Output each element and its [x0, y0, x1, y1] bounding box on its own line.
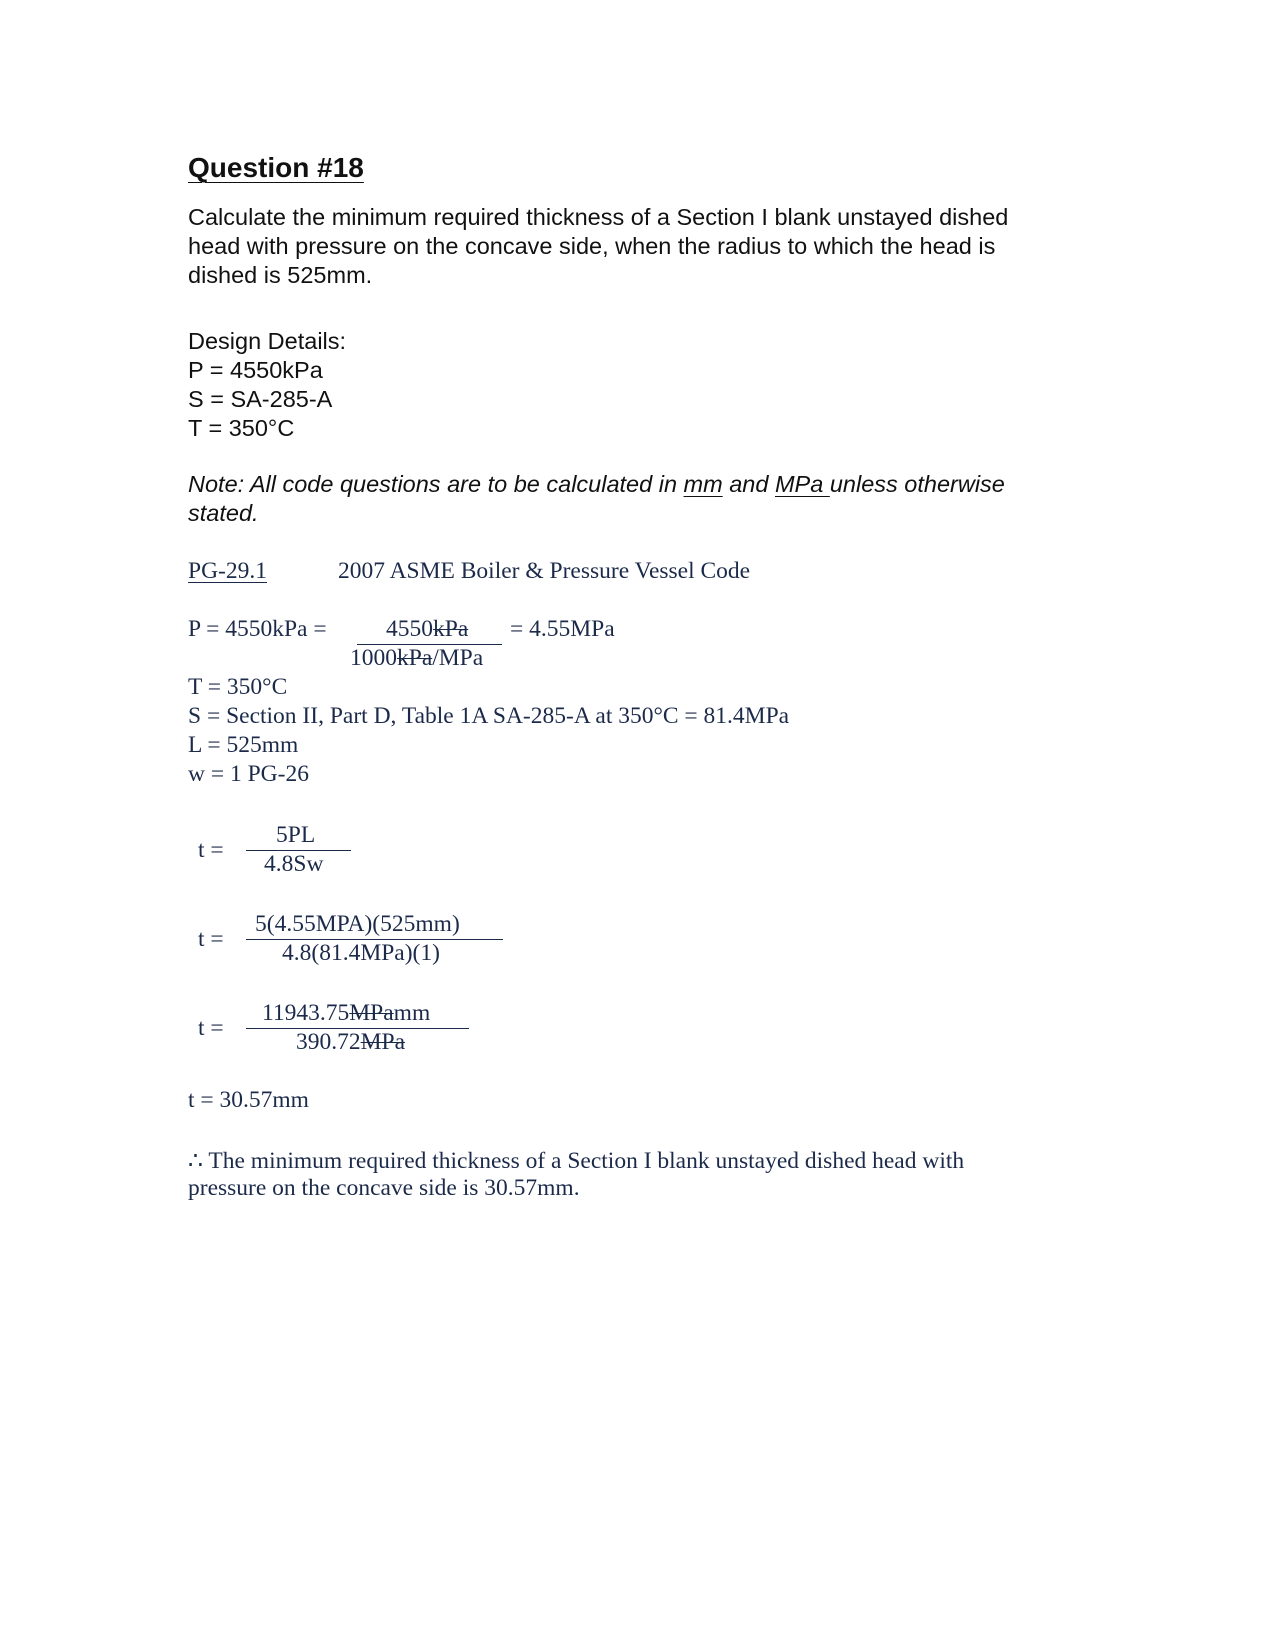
simplified-lhs: t = [198, 1015, 224, 1041]
p-conversion-result: = 4.55MPa [510, 616, 615, 642]
code-reference: PG-29.1 [188, 558, 267, 584]
simplified-denominator [296, 1029, 405, 1056]
note-mpa: MPa [774, 471, 830, 497]
note-line-1 [188, 471, 1005, 498]
p-conversion-numerator [386, 616, 468, 643]
note-prefix: Note: All code questions are to be calculated in [188, 471, 684, 497]
p-den-value: 1000 [350, 645, 397, 671]
design-item-temperature: T = 350°C [188, 415, 295, 441]
simplified-num-suffix: mm [393, 1000, 431, 1026]
variable-stress: S = Section II, Part D, Table 1A SA-285-A at 350°C = 81.4MPa [188, 703, 790, 729]
simplified-numerator [262, 1000, 430, 1027]
design-details-heading: Design Details: [188, 328, 347, 354]
simplified-den-unit: MPa [360, 1029, 406, 1055]
final-result: t = 30.57mm [188, 1087, 309, 1113]
note-and: and [722, 471, 775, 497]
variable-weld-factor: w = 1 PG-26 [188, 761, 309, 787]
variable-radius: L = 525mm [188, 732, 299, 758]
formula-denominator: 4.8Sw [264, 851, 324, 877]
conclusion-line-2: pressure on the concave side is 30.57mm. [188, 1175, 580, 1201]
p-den-unit: kPa [397, 645, 433, 671]
formula-lhs: t = [198, 837, 224, 863]
question-text-line-1: Calculate the minimum required thickness of a Section I blank unstayed dished [188, 204, 1009, 230]
note-line-2: stated. [188, 500, 259, 526]
p-conversion-lhs: P = 4550kPa = [188, 616, 327, 642]
simplified-num-value: 11943.75 [262, 1000, 350, 1026]
p-conversion-denominator [350, 645, 483, 672]
p-num-value: 4550 [386, 616, 433, 642]
note-suffix: unless otherwise [829, 471, 1005, 497]
note-mm: mm [683, 471, 723, 497]
substituted-numerator: 5(4.55MPA)(525mm) [255, 911, 460, 937]
p-num-unit: kPa [433, 616, 469, 642]
p-den-suffix: /MPa [432, 645, 484, 671]
simplified-num-unit: MPa [349, 1000, 394, 1026]
question-text-line-3: dished is 525mm. [188, 262, 373, 288]
substituted-lhs: t = [198, 926, 224, 952]
substituted-denominator: 4.8(81.4MPa)(1) [282, 940, 440, 966]
design-item-pressure: P = 4550kPa [188, 357, 323, 383]
question-text-line-2: head with pressure on the concave side, when the radius to which the head is [188, 233, 996, 259]
design-item-material: S = SA-285-A [188, 386, 333, 412]
conclusion-line-1: ∴ The minimum required thickness of a Section I blank unstayed dished head with [188, 1148, 965, 1174]
formula-numerator: 5PL [276, 822, 316, 848]
variable-temperature: T = 350°C [188, 674, 288, 700]
question-title: Question #18 [188, 152, 364, 183]
simplified-den-value: 390.72 [296, 1029, 361, 1055]
code-name: 2007 ASME Boiler & Pressure Vessel Code [338, 558, 751, 584]
